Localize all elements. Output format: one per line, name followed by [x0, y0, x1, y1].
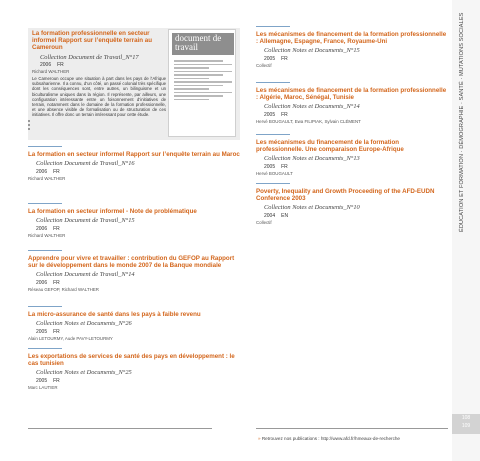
entry-lang: FR [53, 328, 60, 335]
publication-entry [28, 306, 240, 341]
entry-authors: Collectif [256, 63, 272, 68]
entry-collection: Collection Notes et Documents_N°26 [36, 320, 132, 328]
publication-entry [256, 183, 448, 225]
side-band [452, 0, 480, 461]
entry-authors: Réseau GEFOP, Richard WALTHER [28, 287, 99, 292]
page-numbers [452, 414, 480, 434]
divider [256, 26, 290, 27]
entry-title[interactable]: Poverty, Inequality and Growth Proceeding of the AFD-EUDN Conference 2003 [256, 188, 435, 203]
entry-title[interactable]: Les mécanismes de financement de la formation professionnelle : Allemagne, Espagne, France, Royaume-Uni [256, 31, 447, 46]
bullet-marks [28, 120, 31, 132]
entry-year: 2006 [40, 62, 52, 69]
entry-lang: EN [281, 213, 289, 219]
entry-collection: Collection Notes et Documents_N°15 [264, 47, 360, 55]
entry-year: 2006 [36, 280, 48, 286]
entry-title[interactable]: La formation en secteur informel - Note de problématique [28, 208, 197, 215]
publication-entry [28, 250, 240, 292]
publication-entry [28, 348, 240, 390]
publication-entry [256, 134, 448, 176]
entry-title[interactable]: La micro-assurance de santé dans les pays à faible revenu [28, 311, 201, 318]
entry-collection: Collection Notes et Documents_N°10 [264, 204, 360, 212]
entry-collection: Collection Notes et Documents_N°25 [36, 369, 132, 377]
entry-year: 2004 [264, 213, 276, 219]
entry-lang: FR [57, 62, 64, 69]
entry-authors: Hervé BOUGAULT, Ewa FILIPIAK, Sylvain CLÉMENT [256, 119, 361, 124]
entry-authors: Richard WALTHER [32, 69, 70, 75]
entry-collection: Collection Document de Travail_N°15 [36, 217, 135, 225]
entry-meta [28, 169, 240, 175]
featured-header [32, 30, 162, 75]
entry-meta [28, 280, 240, 286]
divider [28, 250, 62, 251]
featured-summary: Le Cameroun occupe une situation à part dans les pays de l’Afrique subsaharienne. Il a connu, d’un côté, un passé colonial très spécifique dont les conséquences sont, entre autres, un bilinguisme et un biculturalisme uniques dans la région. Il représente, par ailleurs, une configuration intéressante entre un foisonnement d’initiatives de terrain, notamment dans le domaine de la formation professionnelle, et une absence visible de formalisation ou de structuration de ces initiatives. Il offre donc un terrain intéressant pour cette étude. [32, 76, 166, 118]
arrow-icon: » [258, 436, 261, 441]
footer-divider-right [256, 428, 448, 429]
entry-meta [256, 56, 448, 62]
footer-divider-left [28, 428, 212, 429]
cover-title: document de travail [175, 33, 222, 52]
publication-entry [256, 82, 448, 124]
entry-collection: Collection Document de Travail_N°17 [40, 53, 139, 61]
entry-collection: Collection Notes et Documents_N°14 [264, 103, 360, 111]
publication-entry [28, 146, 240, 181]
entry-meta [32, 62, 162, 68]
entry-title[interactable]: Les exportations de services de santé des pays en développement : le cas tunisien [28, 353, 235, 368]
divider [28, 306, 62, 307]
divider [28, 146, 62, 147]
entry-authors: Hervé BOUGAULT [256, 171, 293, 176]
entry-lang: FR [281, 112, 288, 118]
entry-year: 2006 [36, 225, 48, 232]
entry-year: 2005 [264, 56, 276, 62]
entry-collection: Collection Document de Travail_N°14 [36, 271, 135, 279]
entry-meta [28, 226, 240, 232]
entry-year: 2005 [264, 112, 276, 118]
entry-lang: FR [281, 164, 288, 170]
divider [256, 183, 290, 184]
entry-collection: Collection Document de Travail_N°16 [36, 160, 135, 168]
entry-meta [256, 164, 448, 170]
entry-authors: Collectif [256, 220, 272, 225]
entry-lang: FR [53, 225, 60, 232]
entry-lang: FR [281, 56, 288, 62]
entry-authors: Alain LETOURMY, Aude PAVY-LETOURMY [28, 335, 113, 341]
divider [28, 348, 62, 349]
entry-year: 2005 [264, 164, 276, 170]
cover-text-lines [174, 60, 232, 102]
divider [256, 82, 290, 83]
divider [256, 134, 290, 135]
publication-entry [28, 203, 240, 238]
entry-year: 2006 [36, 168, 48, 175]
entry-year: 2005 [36, 328, 48, 335]
entry-meta [28, 378, 240, 384]
featured-publication [28, 28, 240, 140]
entry-title[interactable]: Apprendre pour vivre et travailler : contribution du GEFOP au Rapport sur le développement dans le monde 2007 de la Banque mondiale [28, 255, 235, 270]
footer-link[interactable]: Retrouvez nos publications : http://www.afd.fr/hmeaux-de-recherche [261, 436, 400, 441]
entry-year: 2005 [36, 378, 48, 384]
entry-collection: Collection Notes et Documents_N°13 [264, 155, 360, 163]
page-number-right: 109 [461, 423, 471, 429]
publication-entry [256, 26, 448, 68]
entry-authors: Richard WALTHER [28, 175, 66, 181]
publication-cover-image[interactable] [168, 29, 236, 137]
entry-meta [256, 112, 448, 118]
entry-title[interactable]: La formation en secteur informel Rapport sur l’enquête terrain au Maroc [28, 151, 240, 158]
entry-title[interactable]: La formation professionnelle en secteur informel Rapport sur l’enquête terrain au Cameroun [32, 30, 152, 52]
entry-meta [256, 213, 448, 219]
entry-authors: Marc LAUTIER [28, 385, 58, 390]
entry-lang: FR [53, 280, 60, 286]
entry-authors: Richard WALTHER [28, 232, 66, 238]
entry-lang: FR [53, 378, 60, 384]
section-label: ÉDUCATION ET FORMATION · DÉMOGRAPHIE · SANTÉ · MUTATIONS SOCIALES [459, 12, 465, 232]
entry-meta [28, 329, 240, 335]
entry-lang: FR [53, 168, 60, 175]
footer-note [258, 436, 400, 441]
entry-title[interactable]: Les mécanismes du financement de la formation professionnelle. Une comparaison Europe-Afrique [256, 139, 404, 154]
entry-title[interactable]: Les mécanismes de financement de la formation professionnelle : Algérie, Maroc, Sénégal, Tunisie [256, 87, 447, 102]
divider [28, 203, 62, 204]
page-number-left: 108 [461, 415, 471, 421]
